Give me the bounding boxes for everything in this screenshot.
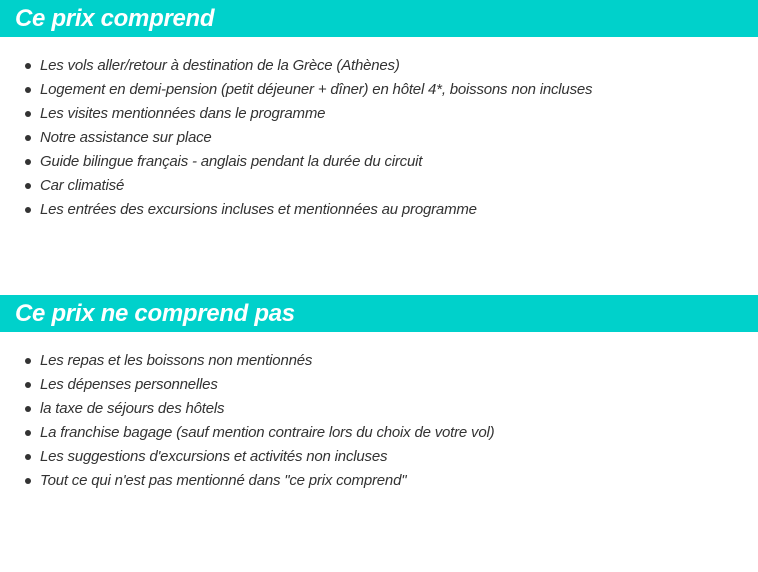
bullet-icon xyxy=(25,358,31,364)
bullet-icon xyxy=(25,87,31,93)
included-item xyxy=(0,150,592,174)
included-item-text: Guide bilingue français - anglais pendant la durée du circuit xyxy=(40,153,423,170)
included-section-title: Ce prix comprend xyxy=(0,0,758,37)
bullet-icon xyxy=(25,111,31,117)
excluded-items-list xyxy=(0,349,494,493)
excluded-item-text: la taxe de séjours des hôtels xyxy=(40,400,225,417)
excluded-item-text: Les dépenses personnelles xyxy=(40,376,218,393)
excluded-item-text: Tout ce qui n'est pas mentionné dans "ce prix comprend" xyxy=(40,472,407,489)
included-items-list xyxy=(0,54,592,222)
bullet-icon xyxy=(25,183,31,189)
included-item-text: Car climatisé xyxy=(40,177,125,194)
bullet-icon xyxy=(25,135,31,141)
included-item xyxy=(0,54,592,78)
excluded-item-text: Les suggestions d'excursions et activités non incluses xyxy=(40,448,388,465)
included-item xyxy=(0,126,592,150)
bullet-icon xyxy=(25,63,31,69)
bullet-icon xyxy=(25,478,31,484)
excluded-section-title: Ce prix ne comprend pas xyxy=(0,295,758,332)
included-item xyxy=(0,198,592,222)
included-item xyxy=(0,174,592,198)
excluded-item xyxy=(0,397,494,421)
bullet-icon xyxy=(25,207,31,213)
included-item-text: Notre assistance sur place xyxy=(40,129,212,146)
excluded-item xyxy=(0,373,494,397)
excluded-item xyxy=(0,421,494,445)
included-item xyxy=(0,102,592,126)
excluded-item xyxy=(0,469,494,493)
included-item-text: Les entrées des excursions incluses et mentionnées au programme xyxy=(40,201,477,218)
excluded-item xyxy=(0,349,494,373)
excluded-item xyxy=(0,445,494,469)
bullet-icon xyxy=(25,382,31,388)
included-item xyxy=(0,78,592,102)
included-item-text: Logement en demi-pension (petit déjeuner + dîner) en hôtel 4*, boissons non incluses xyxy=(40,81,593,98)
excluded-item-text: La franchise bagage (sauf mention contraire lors du choix de votre vol) xyxy=(40,424,495,441)
bullet-icon xyxy=(25,430,31,436)
excluded-item-text: Les repas et les boissons non mentionnés xyxy=(40,352,313,369)
bullet-icon xyxy=(25,159,31,165)
bullet-icon xyxy=(25,406,31,412)
bullet-icon xyxy=(25,454,31,460)
included-item-text: Les visites mentionnées dans le programme xyxy=(40,105,326,122)
included-item-text: Les vols aller/retour à destination de la Grèce (Athènes) xyxy=(40,57,400,74)
